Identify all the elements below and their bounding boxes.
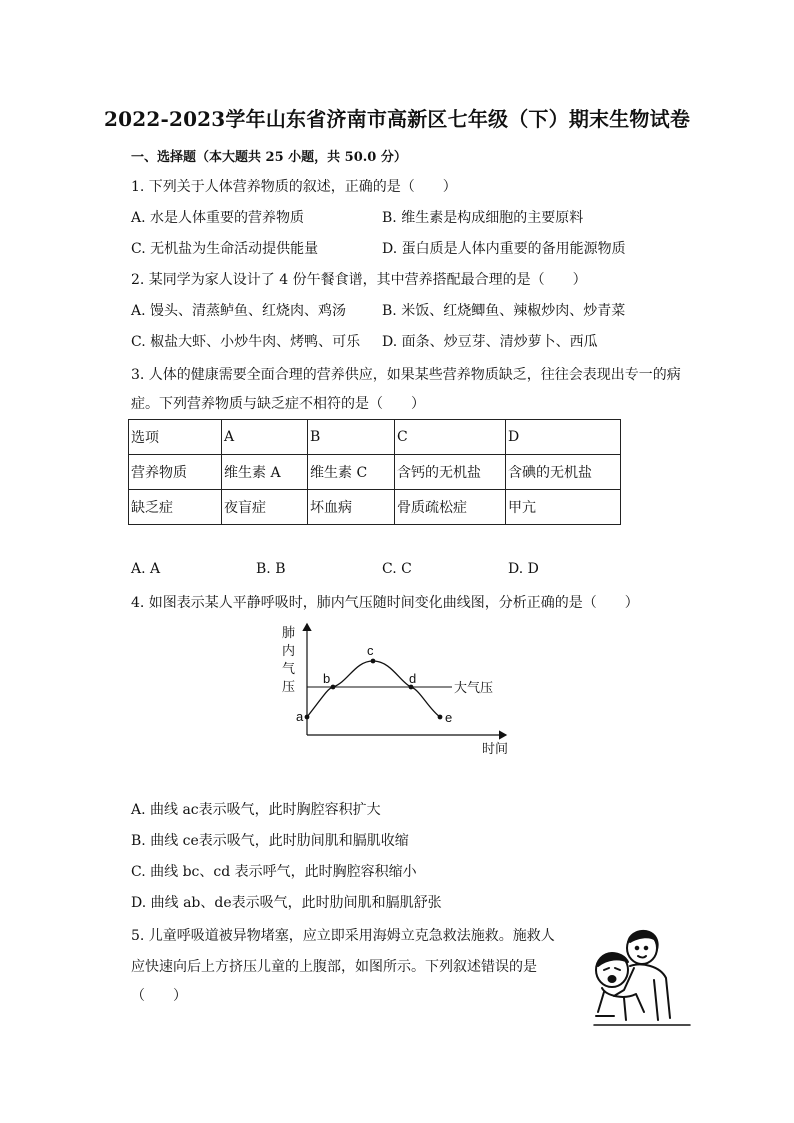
point-b-label: b: [323, 671, 331, 686]
pressure-curve: [307, 661, 440, 717]
point-a-dot: [305, 715, 310, 720]
question-1-option-c: C. 无机盐为生命活动提供能量: [131, 241, 319, 257]
table-cell: 含钙的无机盐: [395, 455, 506, 490]
point-a-label: a: [296, 709, 304, 724]
question-4-option-a: A. 曲线 ac表示吸气，此时胸腔容积扩大: [131, 802, 381, 818]
question-5-stem-line-3: （ ）: [131, 988, 187, 1004]
point-b-dot: [331, 685, 336, 690]
question-1-option-b: B. 维生素是构成细胞的主要原料: [382, 210, 584, 226]
table-cell: 含碘的无机盐: [506, 455, 621, 490]
question-3-option-a: A. A: [131, 561, 161, 577]
atmospheric-pressure-label: 大气压: [454, 680, 494, 695]
table-cell: 维生素 A: [222, 455, 308, 490]
question-4-option-b: B. 曲线 ce表示吸气，此时肋间肌和膈肌收缩: [131, 833, 409, 849]
table-cell: 营养物质: [129, 455, 222, 490]
table-cell: 缺乏症: [129, 490, 222, 525]
question-3-stem-line-2: 症。下列营养物质与缺乏症不相符的是（ ）: [131, 396, 425, 412]
question-2-option-d: D. 面条、炒豆芽、清炒萝卜、西瓜: [382, 334, 598, 350]
table-cell: 甲亢: [506, 490, 621, 525]
y-axis-label-char: 气: [282, 661, 296, 676]
question-1-stem: 1. 下列关于人体营养物质的叙述，正确的是（ ）: [131, 179, 457, 195]
question-2-option-b: B. 米饭、红烧鲫鱼、辣椒炒肉、炒青菜: [382, 303, 626, 319]
page-title: 2022-2023学年山东省济南市高新区七年级（下）期末生物试卷: [103, 107, 691, 131]
table-row: [129, 455, 621, 490]
table-cell: A: [222, 420, 308, 455]
table-cell: D: [506, 420, 621, 455]
section-heading: 一、选择题（本大题共 25 小题，共 50.0 分）: [131, 150, 407, 165]
question-1-option-a: A. 水是人体重要的营养物质: [131, 210, 305, 226]
heimlich-illustration: [584, 922, 694, 1034]
point-d-label: d: [409, 671, 417, 686]
question-5-stem-line-1: 5. 儿童呼吸道被异物堵塞，应立即采用海姆立克急救法施救。施救人: [131, 928, 555, 944]
question-5-stem-line-2: 应快速向后上方挤压儿童的上腹部，如图所示。下列叙述错误的是: [131, 959, 537, 975]
point-c-label: c: [367, 643, 374, 658]
y-axis-label-char: 肺: [282, 625, 296, 640]
table-cell: 选项: [129, 420, 222, 455]
question-1-option-d: D. 蛋白质是人体内重要的备用能源物质: [382, 241, 626, 257]
nutrition-table: [128, 419, 621, 525]
point-e-label: e: [445, 710, 453, 725]
table-cell: B: [308, 420, 395, 455]
y-axis-label-char: 内: [282, 643, 296, 658]
question-2-stem: 2. 某同学为家人设计了 4 份午餐食谱，其中营养搭配最合理的是（ ）: [131, 272, 587, 288]
point-e-dot: [438, 715, 443, 720]
question-3-stem-line-1: 3. 人体的健康需要全面合理的营养供应，如果某些营养物质缺乏，往往会表现出专一的病: [131, 367, 681, 383]
question-4-stem: 4. 如图表示某人平静呼吸时，肺内气压随时间变化曲线图，分析正确的是（ ）: [131, 595, 639, 611]
table-cell: 夜盲症: [222, 490, 308, 525]
question-4-option-d: D. 曲线 ab、de表示吸气，此时肋间肌和膈肌舒张: [131, 895, 442, 911]
table-row: [129, 490, 621, 525]
question-2-option-a: A. 馒头、清蒸鲈鱼、红烧肉、鸡汤: [131, 303, 347, 319]
question-2-option-c: C. 椒盐大虾、小炒牛肉、烤鸭、可乐: [131, 334, 361, 350]
point-c-dot: [371, 659, 376, 664]
question-3-option-c: C. C: [382, 561, 412, 577]
question-3-option-b: B. B: [256, 561, 286, 577]
question-3-option-d: D. D: [508, 561, 539, 577]
question-4-option-c: C. 曲线 bc、cd 表示呼气，此时胸腔容积缩小: [131, 864, 417, 880]
lung-pressure-graph: [270, 618, 520, 763]
table-cell: 骨质疏松症: [395, 490, 506, 525]
table-row: [129, 420, 621, 455]
y-axis-label-char: 压: [282, 679, 296, 694]
x-axis-label: 时间: [482, 741, 509, 756]
table-cell: 坏血病: [308, 490, 395, 525]
table-cell: C: [395, 420, 506, 455]
table-cell: 维生素 C: [308, 455, 395, 490]
